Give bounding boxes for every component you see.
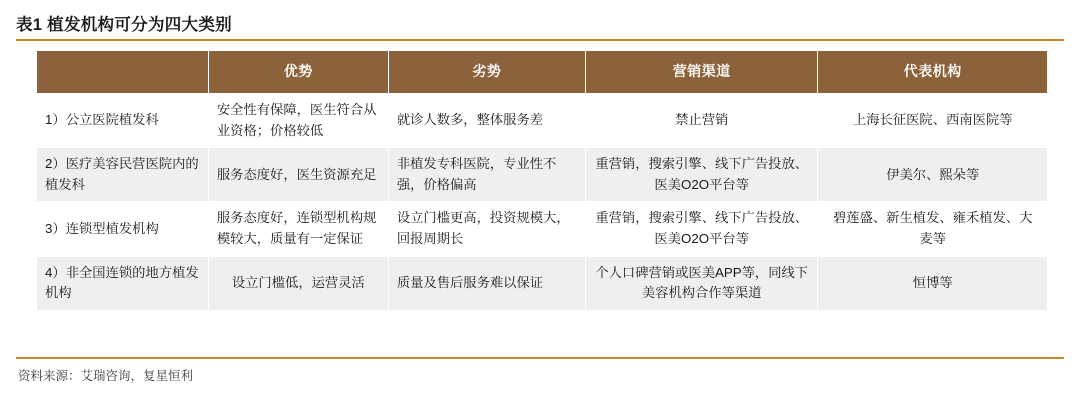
cell-channel: 个人口碑营销或医美APP等，同线下美容机构合作等渠道 [585,256,818,310]
column-header-advantage: 优势 [208,51,388,94]
cell-examples: 伊美尔、熙朵等 [818,148,1048,202]
table-body [37,94,1048,311]
divider-bottom [16,357,1064,359]
cell-disadvantage: 质量及售后服务难以保证 [388,256,585,310]
cell-advantage: 服务态度好，医生资源充足 [208,148,388,202]
cell-category: 4）非全国连锁的地方植发机构 [37,256,209,310]
cell-advantage: 服务态度好，连锁型机构规模较大，质量有一定保证 [208,202,388,256]
cell-channel: 禁止营销 [585,94,818,148]
page-title: 表1 植发机构可分为四大类别 [16,16,232,34]
column-header-disadvantage: 劣势 [388,51,585,94]
table-header-row [37,51,1048,94]
source-note: 资料来源：艾瑞咨询，复星恒利 [18,369,194,383]
cell-advantage: 安全性有保障，医生符合从业资格；价格较低 [208,94,388,148]
cell-examples: 上海长征医院、西南医院等 [818,94,1048,148]
column-header-category [37,51,209,94]
column-header-channel: 营销渠道 [585,51,818,94]
cell-advantage: 设立门槛低，运营灵活 [208,256,388,310]
table-row [37,148,1048,202]
cell-examples: 碧莲盛、新生植发、雍禾植发、大麦等 [818,202,1048,256]
table-header [37,51,1048,94]
cell-disadvantage: 设立门槛更高，投资规模大，回报周期长 [388,202,585,256]
table-row [37,256,1048,310]
cell-disadvantage: 就诊人数多，整体服务差 [388,94,585,148]
cell-examples: 恒博等 [818,256,1048,310]
divider-top [16,39,1064,41]
table-row [37,202,1048,256]
table-row [37,94,1048,148]
cell-category: 1）公立医院植发科 [37,94,209,148]
data-table [36,50,1048,311]
cell-channel: 重营销，搜索引擎、线下广告投放、医美O2O平台等 [585,148,818,202]
column-header-examples: 代表机构 [818,51,1048,94]
cell-disadvantage: 非植发专科医院，专业性不强，价格偏高 [388,148,585,202]
cell-category: 2）医疗美容民营医院内的植发科 [37,148,209,202]
cell-channel: 重营销，搜索引擎、线下广告投放、医美O2O平台等 [585,202,818,256]
table-title-bar [16,6,1064,40]
cell-category: 3）连锁型植发机构 [37,202,209,256]
